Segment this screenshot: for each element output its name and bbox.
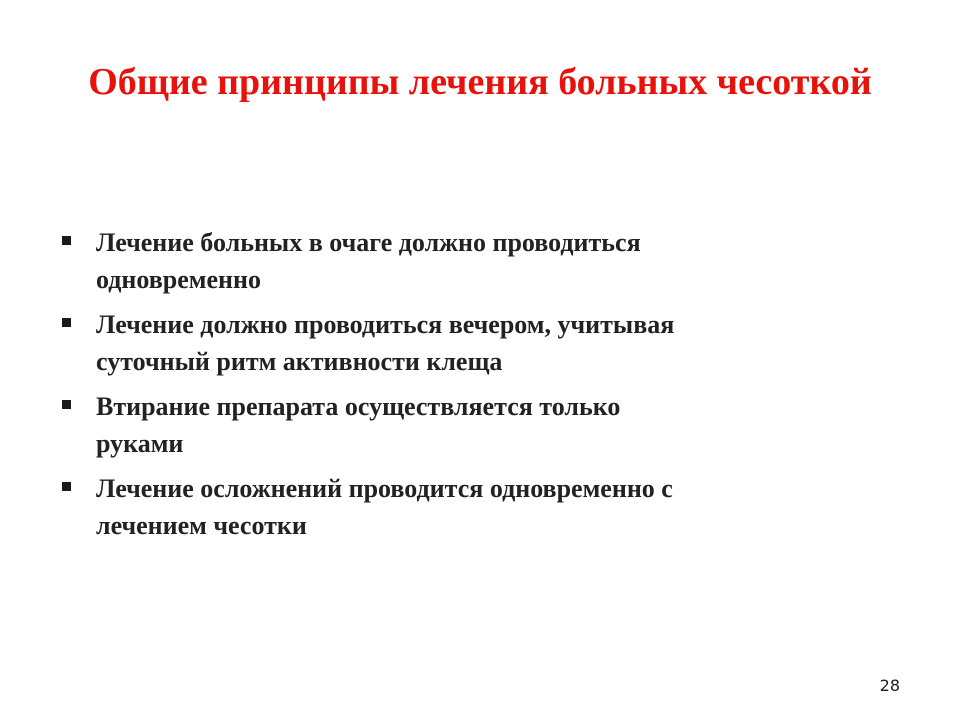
square-bullet-icon bbox=[62, 318, 71, 327]
bullet-item bbox=[58, 224, 698, 298]
slide-number: 28 bbox=[879, 676, 900, 695]
bullet-text: Втирание препарата осуществляется только руками bbox=[96, 392, 621, 458]
bullet-list bbox=[58, 224, 698, 552]
bullet-text: Лечение должно проводиться вечером, учитывая суточный ритм активности клеща bbox=[96, 310, 675, 376]
bullet-text: Лечение осложнений проводится одновременно с лечением чесотки bbox=[96, 474, 673, 540]
slide-title: Общие принципы лечения больных чесоткой bbox=[88, 61, 872, 103]
bullet-item bbox=[58, 306, 698, 380]
square-bullet-icon bbox=[62, 236, 71, 245]
square-bullet-icon bbox=[62, 400, 71, 409]
bullet-item bbox=[58, 388, 698, 462]
square-bullet-icon bbox=[62, 482, 71, 491]
bullet-text: Лечение больных в очаге должно проводиться одновременно bbox=[96, 228, 641, 294]
bullet-item bbox=[58, 470, 698, 544]
